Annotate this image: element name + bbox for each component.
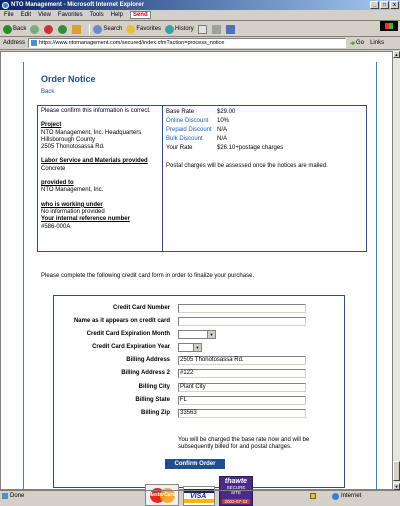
billing-address2-input[interactable]: #122 (178, 369, 306, 378)
billing-city-label: Billing City (138, 384, 170, 390)
order-details (41, 108, 159, 231)
scroll-thumb[interactable] (393, 461, 400, 481)
print-icon (212, 25, 221, 34)
mastercard-text: MasterCard (148, 492, 176, 498)
exp-year-label: Credit Card Expiration Year (92, 344, 170, 350)
charge-note: You will be charged the base rate now and will be subsequently billed for and postal charges. (178, 437, 310, 450)
form-row (54, 395, 346, 405)
form-row (54, 408, 346, 418)
close-button[interactable]: x (390, 1, 399, 9)
provided-to-heading: provided to (41, 180, 74, 187)
reference-value: #586-000A (41, 223, 71, 230)
billing-state-label: Billing State (135, 397, 170, 403)
billing-address-input[interactable]: 2505 Thonotosassa Rd. (178, 356, 306, 365)
exp-month-label: Credit Card Expiration Month (86, 331, 170, 337)
confirm-text: Please confirm this information is correct. (41, 108, 151, 114)
rate-row (166, 117, 366, 126)
go-label: Go (356, 40, 365, 46)
name-on-card-label: Name as it appears on credit card (73, 318, 170, 324)
instructions-text: Please complete the following credit card form in order to finalize your purchase. (41, 273, 255, 279)
billing-address2-label: Billing Address 2 (121, 370, 170, 376)
online-discount-link[interactable]: Online Discount (166, 118, 209, 124)
rate-label: Base Rate (166, 109, 195, 115)
page-done-icon (2, 493, 8, 499)
project-line: Hillsborough County (41, 136, 96, 143)
mail-icon (198, 25, 207, 34)
refresh-button[interactable] (58, 25, 68, 34)
rate-row (166, 126, 366, 135)
back-arrow-icon (3, 25, 12, 34)
home-icon (72, 25, 81, 34)
billing-city-input[interactable]: Plant City (178, 383, 306, 392)
thawte-secure: SECURE (226, 485, 246, 490)
form-row (54, 342, 346, 352)
address-label: Address (3, 40, 26, 46)
rate-value: 10% (217, 118, 230, 124)
labor-heading: Labor Service and Materials provided (41, 158, 148, 165)
chevron-down-icon: ▼ (207, 331, 215, 338)
back-label: Back (13, 26, 27, 32)
menu-favorites[interactable]: Favorites (57, 12, 83, 18)
postal-note: Postal charges will be assessed once the notices are mailed. (166, 163, 328, 169)
order-summary-box (37, 105, 367, 252)
globe-icon (332, 493, 339, 500)
project-line: NTO Management, Inc. Headquarters (41, 129, 142, 136)
go-arrow-icon: ➔ (350, 40, 356, 47)
window-title: NTO Management - Microsoft Internet Explorer (11, 2, 144, 8)
labor-value: Concrete (41, 165, 66, 172)
window-titlebar (0, 0, 400, 10)
provided-to-value: NTO Management, Inc. (41, 187, 104, 194)
history-icon (165, 25, 174, 34)
refresh-icon (58, 25, 67, 34)
favorites-label: Favorites (136, 26, 162, 32)
vertical-scrollbar[interactable] (393, 51, 400, 490)
back-link[interactable]: Back (41, 89, 55, 95)
form-row (54, 303, 346, 313)
who-working-value: No information provided (41, 208, 105, 215)
toolbar (0, 22, 400, 37)
menu-file[interactable]: File (4, 12, 14, 18)
confirm-order-button[interactable]: Confirm Order (165, 459, 225, 469)
rate-details (166, 108, 366, 169)
scroll-up-icon[interactable]: ▲ (394, 52, 399, 57)
visa-text: VISA (190, 493, 207, 500)
rate-value: $26.10+postage charges (217, 145, 284, 151)
rate-row (166, 108, 366, 117)
edit-button[interactable] (226, 25, 236, 34)
print-button[interactable] (212, 25, 222, 34)
history-label: History (175, 26, 194, 32)
thawte-text: thawte (224, 478, 248, 485)
name-on-card-input[interactable] (178, 317, 306, 326)
rate-label: Your Rate (166, 145, 193, 151)
reference-heading: Your internal reference number (41, 216, 130, 223)
ie-icon (2, 2, 9, 9)
card-number-input[interactable] (178, 304, 306, 313)
address-input[interactable] (28, 38, 346, 48)
links-button[interactable]: Links (370, 40, 385, 46)
scroll-down-icon[interactable]: ▼ (394, 484, 399, 489)
form-row (54, 382, 346, 392)
page-icon (31, 40, 37, 46)
prepaid-discount-link[interactable]: Prepaid Discount (166, 127, 212, 133)
menu-tools[interactable]: Tools (89, 12, 104, 18)
project-heading: Project (41, 122, 62, 129)
chevron-down-icon: ▼ (193, 344, 201, 351)
rate-row (166, 135, 366, 144)
forward-button[interactable] (30, 25, 40, 34)
home-button[interactable] (72, 25, 82, 34)
status-bar (0, 490, 400, 501)
address-url: https://www.ntomanagement.com/secured/index.cfm?action=process_notice (39, 40, 225, 46)
menu-help[interactable]: Help (110, 12, 123, 18)
lock-icon (310, 493, 316, 499)
who-working-heading: who is working under (41, 201, 103, 208)
rate-value: $29.00 (217, 109, 236, 115)
credit-card-form (53, 295, 345, 504)
address-bar (0, 37, 400, 50)
menu-send[interactable]: Send (130, 11, 151, 19)
stop-button[interactable] (44, 25, 54, 34)
card-number-label: Credit Card Number (112, 305, 170, 311)
form-row (54, 316, 346, 326)
stop-icon (44, 25, 53, 34)
menu-view[interactable]: View (38, 12, 51, 18)
maximize-button[interactable]: □ (380, 1, 389, 9)
rate-row (166, 144, 366, 153)
form-row (54, 355, 346, 365)
menu-edit[interactable]: Edit (20, 12, 32, 18)
minimize-button[interactable]: _ (370, 1, 379, 9)
menu-bar (0, 10, 400, 21)
column-divider (162, 106, 163, 251)
favorites-button[interactable] (126, 25, 161, 34)
billing-zip-input[interactable]: 33563 (178, 409, 306, 418)
favorites-icon (126, 25, 135, 34)
form-row (54, 329, 346, 339)
search-label: Search (103, 26, 123, 32)
exp-year-select[interactable] (178, 343, 202, 352)
history-button[interactable] (165, 25, 194, 34)
thawte-site: SITE (230, 490, 241, 495)
mail-button[interactable] (198, 25, 208, 34)
bulk-discount-link[interactable]: Bulk Discount (166, 136, 203, 142)
edit-icon (226, 25, 235, 34)
billing-zip-label: Billing Zip (141, 410, 170, 416)
zone-text: Internet (341, 493, 362, 499)
project-line: 2505 Thonotosassa Rd. (41, 144, 105, 151)
thawte-date: 2003-07-22 (222, 499, 250, 504)
billing-address-label: Billing Address (126, 357, 170, 363)
go-button[interactable] (350, 40, 364, 47)
page-title: Order Notice (41, 74, 96, 84)
status-text: Done (10, 493, 25, 499)
search-button[interactable] (93, 25, 122, 34)
form-row (54, 368, 346, 378)
back-button[interactable] (3, 25, 26, 34)
toolbar-separator (89, 24, 90, 35)
security-zone (332, 493, 361, 500)
billing-state-input[interactable]: FL (178, 396, 306, 405)
search-icon (93, 25, 102, 34)
rate-value: N/A (217, 136, 228, 142)
forward-arrow-icon (30, 25, 39, 34)
rate-value: N/A (217, 127, 228, 133)
exp-month-select[interactable] (178, 330, 216, 339)
